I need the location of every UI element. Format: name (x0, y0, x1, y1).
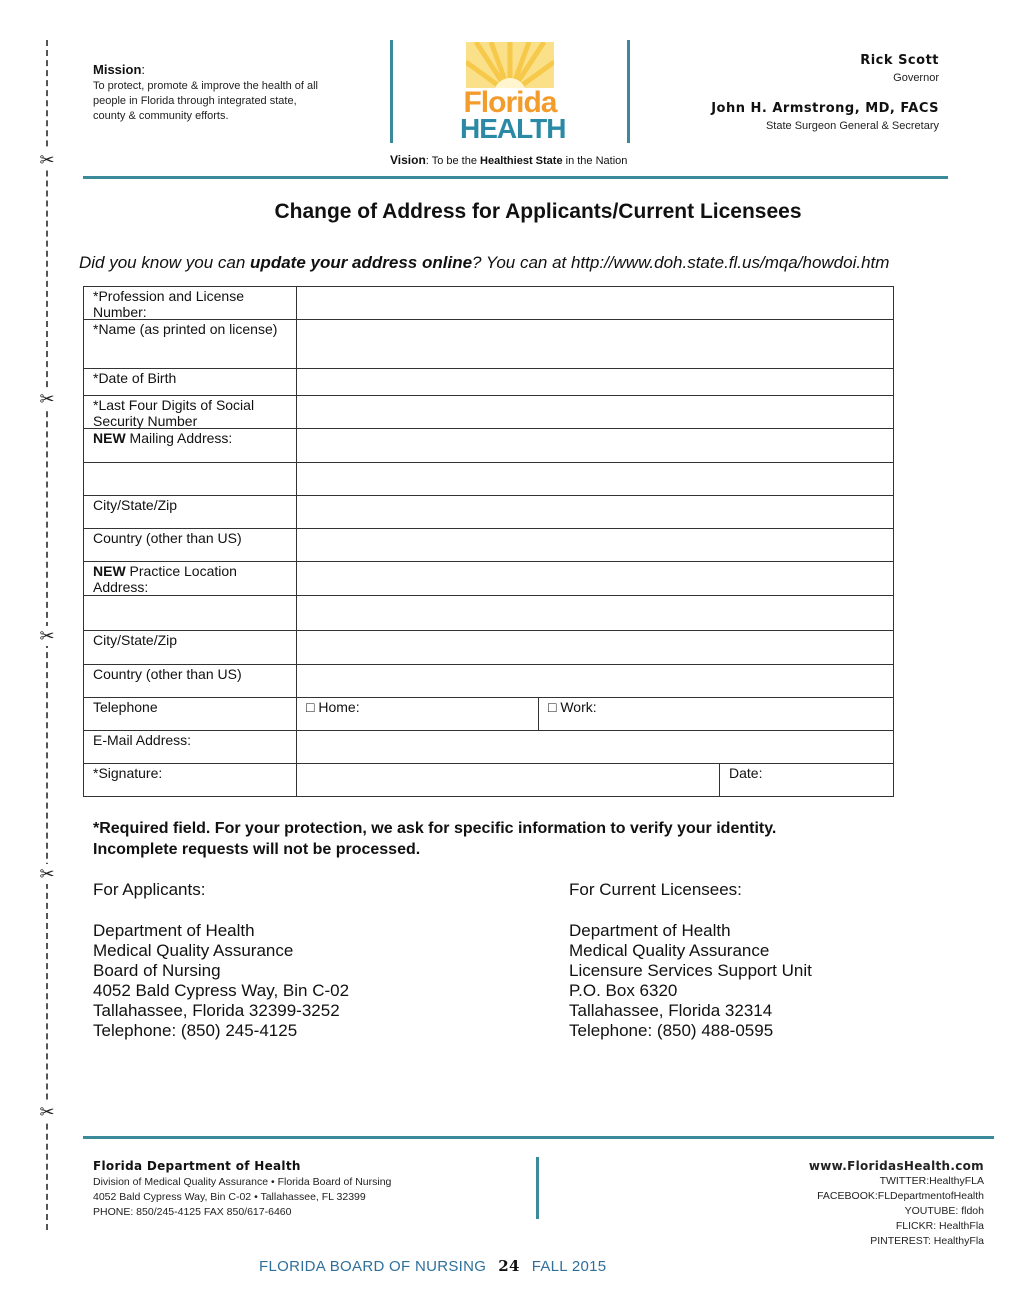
mailing-address-line2-field[interactable] (297, 463, 893, 495)
email-label: E-Mail Address: (84, 731, 297, 763)
header-divider (627, 40, 630, 143)
flickr-link[interactable]: FLICKR: HealthFla (895, 1220, 984, 1232)
form-row (83, 369, 894, 396)
practice-address-field[interactable] (297, 562, 893, 595)
mailing-address-field[interactable] (297, 429, 893, 462)
footer-rule (83, 1136, 994, 1139)
surgeon-title: State Surgeon General & Secretary (765, 120, 939, 132)
footer-divider (536, 1157, 539, 1219)
mailing-country-label: Country (other than US) (84, 529, 297, 561)
footer-department: Florida Department of Health (93, 1159, 301, 1173)
facebook-link[interactable]: FACEBOOK:FLDepartmentofHealth (817, 1190, 984, 1202)
practice-country-field[interactable] (297, 665, 893, 697)
header-rule (83, 176, 948, 179)
practice-city-label: City/State/Zip (84, 631, 297, 664)
profession-field[interactable] (297, 287, 893, 319)
header-divider (390, 40, 393, 143)
page-number: 24 (498, 1257, 520, 1275)
licensees-heading: For Current Licensees: (569, 880, 742, 899)
scissors-icon: ✂ (37, 626, 57, 646)
form-row (83, 320, 894, 369)
work-phone-field[interactable]: □ Work: (548, 699, 597, 715)
mission-heading: Mission: (93, 62, 146, 77)
telephone-fields (297, 698, 893, 730)
scissors-icon: ✂ (37, 864, 57, 884)
home-phone-field[interactable]: □ Home: (297, 698, 539, 730)
mailing-city-field[interactable] (297, 496, 893, 528)
mission-text: To protect, promote & improve the health of all people in Florida through integrated state, county & community efforts. (93, 80, 319, 122)
mailing-address-line2-label (84, 463, 297, 495)
signature-field[interactable] (297, 764, 720, 796)
form-row (83, 429, 894, 463)
governor-name: Rick Scott (860, 53, 939, 68)
practice-address-label: NEW Practice Location Address: (84, 562, 297, 595)
form-row (83, 496, 894, 529)
website-link[interactable]: www.FloridasHealth.com (808, 1159, 984, 1173)
signature-fields (297, 764, 893, 796)
twitter-link[interactable]: TWITTER:HealthyFLA (879, 1175, 984, 1187)
licensees-address: For Current Licensees: Department of Health Medical Quality Assurance Licensure Services Support Unit P.O. Box 6320 Tallahassee, Florida 32314 Telephone: (850) 488-0595 (569, 880, 812, 1040)
email-field[interactable] (297, 731, 893, 763)
footer-contact: Division of Medical Quality Assurance • Florida Board of Nursing 4052 Bald Cypress Way, Bin C-02 • Tallahassee, FL 32399 PHONE: 850/245-4125 FAX 850/617-6460 (93, 1176, 392, 1218)
name-label: *Name (as printed on license) (84, 320, 297, 368)
form-row (83, 562, 894, 596)
mailing-city-label: City/State/Zip (84, 496, 297, 528)
footer-social (809, 1159, 984, 1249)
form-row (83, 731, 894, 764)
dob-label: *Date of Birth (84, 369, 297, 395)
form-row (83, 631, 894, 665)
form-row (83, 463, 894, 496)
publication-name: FLORIDA BOARD OF NURSING (259, 1258, 487, 1275)
practice-address-line2-field[interactable] (297, 596, 893, 630)
signature-label: *Signature: (84, 764, 297, 796)
vision-statement: Vision: To be the Healthiest State in the Nation (390, 153, 628, 167)
practice-country-label: Country (other than US) (84, 665, 297, 697)
ssn-field[interactable] (297, 396, 893, 428)
governor-title: Governor (893, 72, 939, 84)
form-row (83, 286, 894, 320)
form-row (83, 596, 894, 631)
online-notice: Did you know you can update your address online? You can at http://www.doh.state.fl.us/mqa/howdoi.htm (79, 253, 890, 272)
form-row (83, 665, 894, 698)
scissors-icon: ✂ (37, 150, 57, 170)
applicants-heading: For Applicants: (93, 880, 206, 899)
scissors-icon: ✂ (37, 389, 57, 409)
required-note: *Required field. For your protection, we ask for specific information to verify your identity. Incomplete requests will not be processed. (93, 820, 777, 858)
address-form (83, 286, 894, 797)
pinterest-link[interactable]: PINTEREST: HealthyFla (870, 1235, 984, 1247)
governor-block (860, 53, 939, 84)
mailing-address-label: NEW Mailing Address: (84, 429, 297, 462)
youtube-link[interactable]: YOUTUBE: fldoh (904, 1205, 984, 1217)
telephone-label: Telephone (84, 698, 297, 730)
applicants-address: For Applicants: Department of Health Medical Quality Assurance Board of Nursing 4052 Bald Cypress Way, Bin C-02 Tallahassee, Florida 32399-3252 Telephone: (850) 245-4125 (93, 880, 350, 1040)
dob-field[interactable] (297, 369, 893, 395)
mailing-country-field[interactable] (297, 529, 893, 561)
issue-label: FALL 2015 (531, 1258, 607, 1275)
form-row (83, 529, 894, 562)
page-title: Change of Address for Applicants/Current Licensees (274, 200, 802, 223)
profession-label: *Profession and License Number: (84, 287, 297, 319)
date-field[interactable]: Date: (729, 765, 763, 781)
surgeon-general-block (711, 101, 939, 132)
ssn-label: *Last Four Digits of Social Security Number (84, 396, 297, 428)
form-row (83, 764, 894, 797)
practice-city-field[interactable] (297, 631, 893, 664)
name-field[interactable] (297, 320, 893, 368)
form-row (83, 698, 894, 731)
practice-address-line2-label (84, 596, 297, 630)
form-row (83, 396, 894, 429)
surgeon-name: John H. Armstrong, MD, FACS (711, 101, 939, 116)
florida-health-logo: Florida HEALTH (460, 40, 560, 144)
page-footer (259, 1257, 606, 1275)
scissors-icon: ✂ (37, 1102, 57, 1122)
